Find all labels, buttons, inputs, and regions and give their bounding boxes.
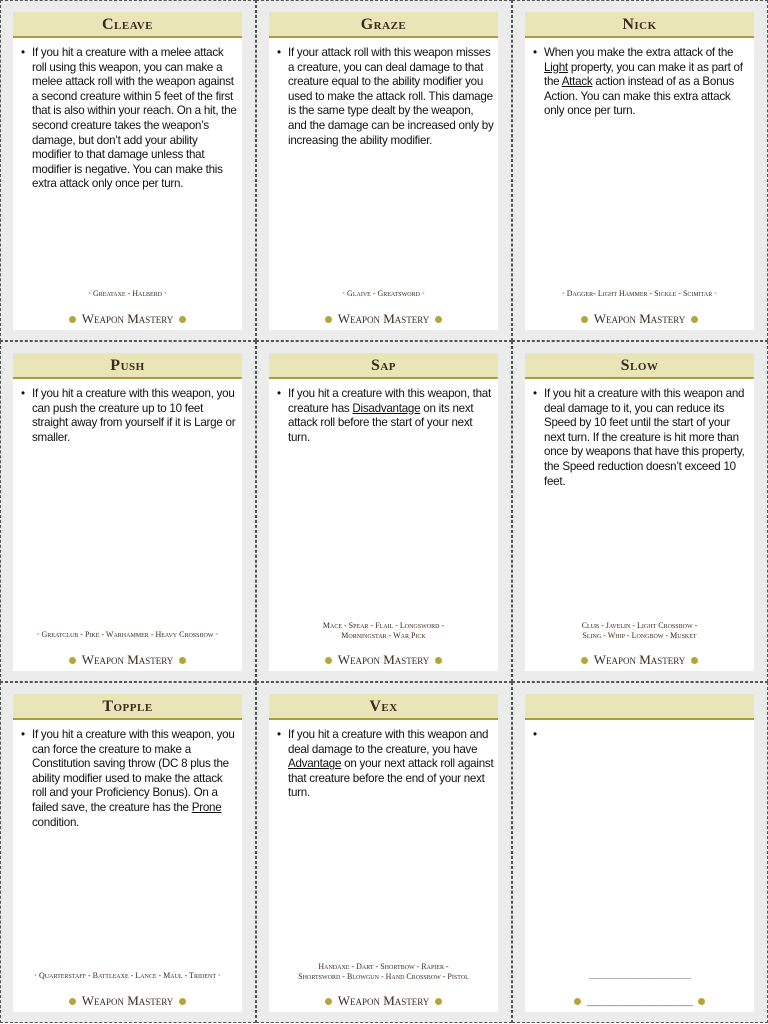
card-title: [525, 694, 754, 720]
gold-orb-icon: [435, 657, 442, 664]
weapon-names: Shortsword - Blowgun - Hand Crossbow - Pistol: [298, 972, 469, 981]
mastery-card: [525, 12, 754, 330]
card-cell: [256, 0, 512, 341]
bullet-mark: •: [533, 46, 537, 59]
weapon-names: Greatclub - Pike - Warhammer - Heavy Crossbow: [41, 630, 214, 639]
separator-dot: •: [216, 971, 221, 980]
gold-orb-icon: [435, 316, 442, 323]
separator-dot: •: [88, 289, 93, 298]
card-description: [277, 387, 494, 445]
description-fragment: If your attack roll with this weapon misses a creature, you can deal damage to that creature equal to the ability modifier you used to make the attack roll. This damage is the same type dealt by the weapon, and the damage can be increased only by increasing the ability modifier.: [288, 46, 494, 147]
bullet-mark: •: [277, 728, 281, 741]
card-title: Push: [13, 353, 242, 379]
weapon-line: [15, 971, 240, 981]
footer-label: Weapon Mastery: [593, 311, 686, 326]
separator-dot: •: [162, 289, 167, 298]
gold-orb-icon: [325, 316, 332, 323]
separator-dot: •: [213, 630, 219, 639]
footer-blank: _________________: [586, 995, 693, 1009]
card-cell: [0, 0, 256, 341]
gold-orb-icon: [69, 316, 76, 323]
card-footer: [13, 993, 242, 1009]
description-fragment: on your next attack roll against that creature before the end of your next turn.: [288, 757, 494, 800]
weapon-list: [15, 971, 240, 981]
weapon-list: [271, 962, 496, 982]
term-link[interactable]: Prone: [191, 800, 222, 814]
weapon-names: _______________________: [588, 971, 691, 981]
card-title: Slow: [525, 353, 754, 379]
description-text: [32, 46, 238, 192]
weapon-line: [527, 289, 752, 299]
card-description: [21, 46, 238, 192]
weapon-list: [271, 621, 496, 641]
weapon-line: [271, 972, 496, 982]
mastery-card: [13, 12, 242, 330]
gold-orb-icon: [69, 657, 76, 664]
footer-label: Weapon Mastery: [81, 993, 174, 1008]
separator-dot: •: [36, 630, 42, 639]
card-cell: [512, 682, 768, 1023]
separator-dot: •: [34, 971, 39, 980]
description-text: [288, 46, 494, 148]
bullet-mark: •: [21, 46, 25, 59]
gold-orb-icon: [179, 998, 186, 1005]
gold-orb-icon: [698, 998, 705, 1005]
description-text: [544, 387, 750, 489]
card-cell: [512, 0, 768, 341]
weapon-names: Handaxe - Dart - Shortbow - Rapier -: [318, 962, 449, 971]
card-title: Cleave: [13, 12, 242, 38]
weapon-names: Sling - Whip - Longbow - Musket: [582, 631, 697, 640]
description-fragment: If you hit a creature with this weapon and deal damage to it, you can reduce its Speed by 10 feet until the start of your next turn. If the creature is hit more than once by weapons that have this property, the Speed reduction doesn’t exceed 10 feet.: [544, 387, 745, 488]
mastery-card: [525, 694, 754, 1012]
weapon-line: [527, 621, 752, 631]
weapon-names: Morningstar - War Pick: [341, 631, 426, 640]
description-text: [288, 387, 494, 445]
weapon-names: Club - Javelin - Light Crossbow -: [581, 621, 698, 630]
weapon-list: [527, 971, 752, 981]
description-fragment: When you make the extra attack of the: [544, 46, 734, 59]
term-link[interactable]: Disadvantage: [352, 401, 421, 415]
gold-orb-icon: [179, 657, 186, 664]
weapon-line: [271, 621, 496, 631]
description-text: [32, 387, 238, 445]
description-fragment: If you hit a creature with this weapon, you can push the creature up to 10 feet straight away from yourself if it is Large or smaller.: [32, 387, 236, 444]
weapon-line: [271, 962, 496, 972]
footer-label: Weapon Mastery: [337, 652, 430, 667]
weapon-line: [527, 971, 752, 981]
mastery-card: [269, 694, 498, 1012]
card-description: [21, 728, 238, 830]
description-fragment: condition.: [32, 815, 80, 829]
card-footer: [269, 311, 498, 327]
footer-label: Weapon Mastery: [81, 311, 174, 326]
card-title: Nick: [525, 12, 754, 38]
description-text: [32, 728, 238, 830]
weapon-list: [271, 289, 496, 299]
card-cell: [512, 341, 768, 682]
weapon-list: [15, 289, 240, 299]
gold-orb-icon: [574, 998, 581, 1005]
term-link[interactable]: Attack: [561, 75, 593, 89]
weapon-names: Quarterstaff - Battleaxe - Lance - Maul - Trident: [39, 971, 216, 980]
bullet-mark: •: [277, 387, 281, 400]
description-fragment: action instead of as a Bonus Action. You can make this extra attack only once per turn.: [544, 75, 735, 118]
description-fragment: If you hit a creature with this weapon and deal damage to the creature, you have: [288, 728, 489, 756]
bullet-mark: •: [21, 728, 25, 741]
weapon-line: [271, 631, 496, 641]
card-cell: [256, 341, 512, 682]
term-link[interactable]: Light: [544, 60, 568, 74]
gold-orb-icon: [691, 657, 698, 664]
card-footer: [269, 993, 498, 1009]
card-description: [533, 46, 750, 119]
bullet-mark: •: [21, 387, 25, 400]
gold-orb-icon: [691, 316, 698, 323]
gold-orb-icon: [435, 998, 442, 1005]
description-fragment: If you hit a creature with this weapon, you can force the creature to make a Constitution saving throw (DC 8 plus the ability modifier used to make the attack roll and your Proficiency Bonus). On a failed save, the creature has the: [32, 728, 235, 814]
card-footer: [13, 311, 242, 327]
bullet-mark: •: [533, 728, 537, 741]
card-description: [21, 387, 238, 445]
card-title: Sap: [269, 353, 498, 379]
card-cell: [0, 682, 256, 1023]
gold-orb-icon: [581, 316, 588, 323]
card-footer: [269, 652, 498, 668]
card-title: Vex: [269, 694, 498, 720]
separator-dot: •: [419, 289, 425, 298]
footer-label: Weapon Mastery: [593, 652, 686, 667]
separator-dot: •: [561, 289, 567, 298]
card-title: Topple: [13, 694, 242, 720]
card-title: Graze: [269, 12, 498, 38]
mastery-card: [269, 353, 498, 671]
mastery-card: [525, 353, 754, 671]
description-fragment: property, you can make it as part of the: [544, 60, 743, 89]
weapon-names: Glaive - Greatsword: [347, 289, 420, 298]
footer-label: Weapon Mastery: [81, 652, 174, 667]
description-fragment: If you hit a creature with a melee attack roll using this weapon, you can make a melee attack roll with the weapon against a second creature within 5 feet of the first that is also within your reach. On a hit, the second creature takes the weapon’s damage, but don’t add your ability modifier to that damage unless that modifier is negative. You can make this extra attack only once per turn.: [32, 46, 237, 191]
card-description: [533, 387, 750, 489]
mastery-card: [13, 353, 242, 671]
card-footer: [525, 652, 754, 668]
term-link[interactable]: Advantage: [288, 757, 342, 771]
card-footer: [525, 311, 754, 327]
weapon-names: Mace - Spear - Flail - Longsword -: [322, 621, 445, 630]
weapon-list: [15, 630, 240, 640]
description-fragment: on its next attack roll before the start of your next turn.: [288, 401, 474, 444]
description-text: [544, 46, 750, 119]
gold-orb-icon: [325, 998, 332, 1005]
card-footer: [525, 993, 754, 1010]
description-fragment: If you hit a creature with this weapon, that creature has: [288, 387, 491, 415]
weapon-names: Dagger- Light Hammer - Sickle - Scimitar: [566, 289, 713, 298]
weapon-line: [527, 631, 752, 641]
mastery-card: [13, 694, 242, 1012]
weapon-names: Greataxe - Halberd: [92, 289, 163, 298]
footer-label: Weapon Mastery: [337, 311, 430, 326]
weapon-list: [527, 289, 752, 299]
weapon-line: [271, 289, 496, 299]
mastery-card: [269, 12, 498, 330]
gold-orb-icon: [69, 998, 76, 1005]
card-cell: [0, 341, 256, 682]
bullet-mark: •: [277, 46, 281, 59]
gold-orb-icon: [581, 657, 588, 664]
gold-orb-icon: [179, 316, 186, 323]
footer-label: Weapon Mastery: [337, 993, 430, 1008]
weapon-line: [15, 630, 240, 640]
bullet-mark: •: [533, 387, 537, 400]
weapon-line: [15, 289, 240, 299]
weapon-list: [527, 621, 752, 641]
card-footer: [13, 652, 242, 668]
card-cell: [256, 682, 512, 1023]
gold-orb-icon: [325, 657, 332, 664]
description-text: [288, 728, 494, 801]
card-description: [277, 728, 494, 801]
separator-dot: •: [342, 289, 348, 298]
separator-dot: •: [712, 289, 718, 298]
card-description: [277, 46, 494, 148]
